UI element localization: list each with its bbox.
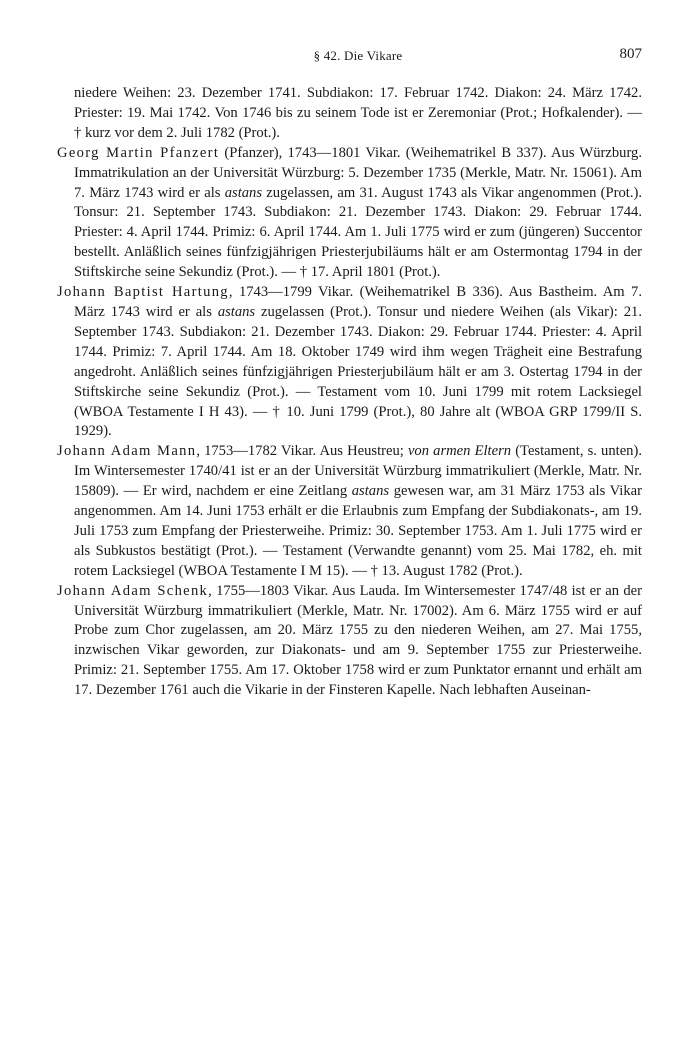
person-name: Johann Adam Mann [57, 443, 197, 460]
entry-text: , 1743—1799 Vikar. (Weihematrikel B 336). Aus Bastheim. Am 7. März 1743 wird er als [74, 284, 642, 320]
entry-text: (Pfanzer), 1743—1801 Vikar. (Weihematrikel B 337). Aus Würzburg. Immatrikulation an der Universität Würzburg: 5. Dezember 1735 (Merkle, Matr. Nr. 15061). Am 7. März 1743 wird er als [74, 144, 642, 201]
vicar-entry [57, 283, 642, 442]
italic-term: astans [351, 483, 390, 500]
person-name: Johann Baptist Hartung [57, 284, 229, 301]
italic-term: von armen Eltern [407, 443, 512, 460]
person-name: Georg Martin Pfanzert [57, 144, 220, 161]
vicar-entry [57, 442, 642, 581]
running-head [74, 46, 642, 66]
running-title: § 42. Die Vikare [313, 48, 403, 63]
vicar-entry [57, 582, 642, 701]
entry-continuation [74, 84, 642, 144]
body-text [57, 84, 642, 701]
page-number: 807 [619, 46, 642, 62]
italic-term: astans [224, 184, 263, 201]
entry-text: gewesen war, am 31 März 1753 als Vikar angenommen. Am 14. Juni 1753 erhält er die Erlaubnis zum Empfang der Subdiakonats-, am 19. Juli 1753 zum Empfang der Priesterweihe. Primiz: 30. September 1753. Am 1. Juli 1775 wird er als Subkustos bestätigt (Prot.). — Testament (Verwandte genannt) vom 25. Mai 1782, eh. mit rotem Lacksiegel (WBOA Testamente I M 15). — † 13. August 1782 (Prot.). [74, 483, 642, 579]
entry-text: , 1753—1782 Vikar. Aus Heustreu; [196, 443, 408, 460]
italic-term: astans [217, 303, 256, 320]
entry-text: zugelassen, am 31. August 1743 als Vikar angenommen (Prot.). Tonsur: 21. September 1743. Subdiakon: 21. Dezember 1743. Diakon: 29. Februar 1744. Priester: 4. April 1744. Primiz: 6. April 1744. Am 1. Juli 1775 wird er zum (jüngeren) Succentor bestellt. Anläßlich seines fünfzigjährigen Priesterjubiläums hält er am Ostermontag 1794 in der Stiftskirche seine Sekundiz (Prot.). — † 17. April 1801 (Prot.). [74, 184, 642, 281]
vicar-entry [57, 144, 642, 283]
entry-text: zugelassen (Prot.). Tonsur und niedere Weihen (als Vikar): 21. September 1743. Subdiakon: 21. Dezember 1743. Diakon: 29. Februar 1744. Priester: 4. April 1744. Primiz: 7. April 1744. Am 18. Oktober 1749 wird ihm wegen Trägheit eine Bestrafung angedroht. Anläßlich seines fünfzigjährigen Priesterjubiläum hält er am 3. Ostertag 1794 in der Stiftskirche seine Sekundiz (Prot.). — Testament vom 10. Juni 1799 mit rotem Lacksiegel (WBOA Testamente I H 43). — † 10. Juni 1799 (Prot.), 80 Jahre alt (WBOA GRP 1799/II S. 1929). [74, 303, 642, 440]
entry-text: niedere Weihen: 23. Dezember 1741. Subdiakon: 17. Februar 1742. Diakon: 24. März 1742. Priester: 19. Mai 1742. Von 1746 bis zu seinem Tode ist er Zeremoniar (Prot.; Hofkalender). — † kurz vor dem 2. Juli 1782 (Prot.). [74, 85, 642, 141]
entry-text: (Testament, s. unten). Im Wintersemester 1740/41 ist er an der Universität Würzburg immatrikuliert (Merkle, Matr. Nr. 15809). — Er wird, nachdem er eine Zeitlang [74, 443, 642, 500]
person-name: Johann Adam Schenk [57, 582, 209, 599]
entry-text: , 1755—1803 Vikar. Aus Lauda. Im Wintersemester 1747/48 ist er an der Universität Würzburg immatrikuliert (Merkle, Matr. Nr. 17002). Am 6. März 1755 wird er auf Probe zum Chor zugelassen, am 20. März 1755 zu den niederen Weihen, am 27. Mai 1755, inzwischen Vikar geworden, zur Diakonats- und am 9. September 1755 zur Priesterweihe. Primiz: 21. September 1755. Am 17. Oktober 1758 wird er zum Punktator ernannt und erhält am 17. Dezember 1761 auch die Vikarie in der Finsteren Kapelle. Nach lebhaften Auseinan- [74, 582, 642, 699]
